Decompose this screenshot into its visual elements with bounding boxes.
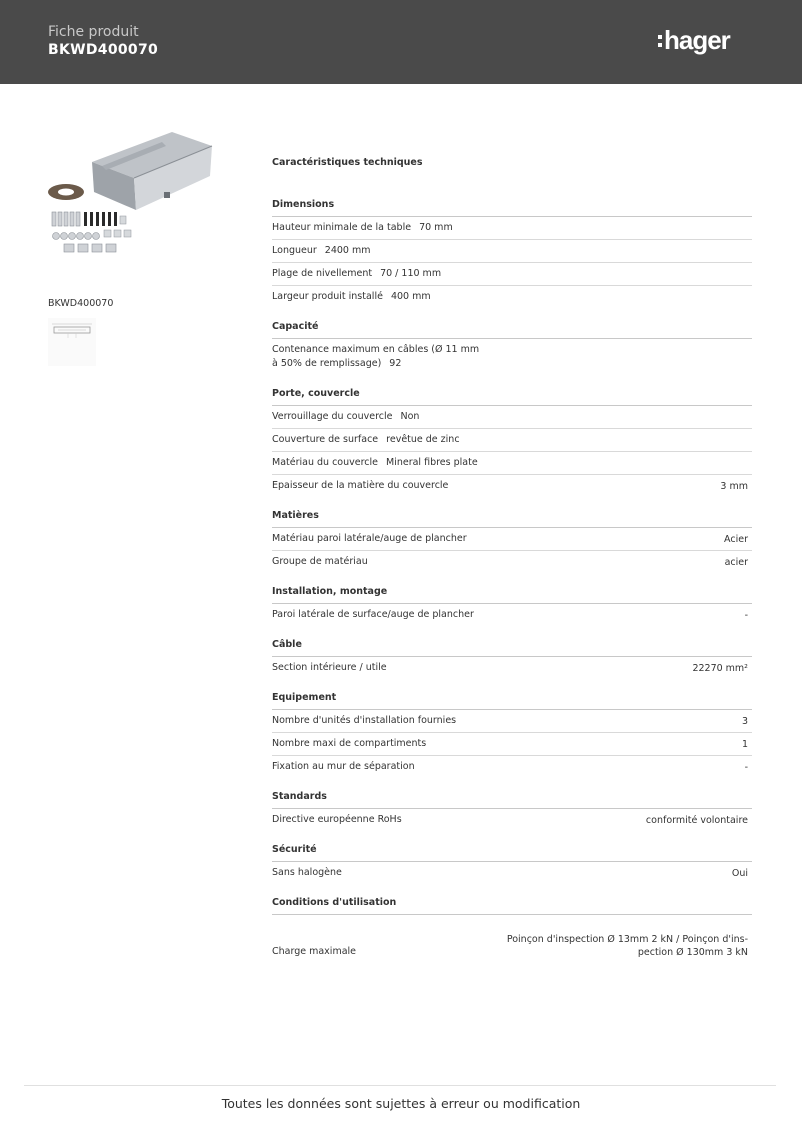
spec-value: conformité volontaire — [645, 814, 748, 826]
spec-label: Fixation au mur de séparation — [272, 761, 415, 772]
section-title: Porte, couvercle — [272, 387, 752, 406]
section-capacite — [272, 320, 752, 375]
spec-row — [272, 862, 752, 884]
section-conditions-utilisation — [272, 896, 752, 959]
section-securite — [272, 843, 752, 884]
section-title: Standards — [272, 790, 752, 809]
section-title: Sécurité — [272, 843, 752, 862]
spec-value: 3 mm — [720, 480, 748, 492]
spec-value: Non — [400, 411, 420, 422]
svg-text:hager: hager — [664, 25, 730, 55]
spec-value-line: Poinçon d'inspection Ø 13mm 2 kN / Poinçon d'ins- — [506, 934, 748, 945]
page-header — [0, 0, 802, 84]
technical-specifications — [272, 156, 752, 959]
spec-label: Nombre maxi de compartiments — [272, 738, 427, 749]
spec-label: Matériau du couvercle — [272, 457, 378, 468]
spec-row — [272, 240, 752, 263]
spec-row — [272, 915, 752, 959]
spec-row — [272, 733, 752, 756]
section-title: Capacité — [272, 320, 752, 339]
spec-row — [272, 551, 752, 573]
section-dimensions — [272, 198, 752, 308]
spec-value: acier — [724, 556, 748, 568]
spec-value — [507, 933, 752, 959]
section-standards — [272, 790, 752, 831]
spec-value: Mineral fibres plate — [386, 457, 478, 468]
spec-value: 3 — [741, 715, 748, 727]
document-reference: BKWD400070 — [48, 42, 159, 58]
dimension-drawing-thumbnail[interactable] — [48, 318, 96, 366]
spec-row — [272, 809, 752, 831]
section-title: Câble — [272, 638, 752, 657]
spec-row — [272, 429, 752, 452]
spec-row — [272, 756, 752, 778]
spec-label: Contenance maximum en câbles (Ø 11 mm — [272, 344, 480, 355]
spec-row — [272, 452, 752, 475]
spec-row — [272, 710, 752, 733]
section-title: Conditions d'utilisation — [272, 896, 752, 915]
footer-divider — [24, 1085, 776, 1086]
footer-disclaimer: Toutes les données sont sujettes à erreur ou modification — [221, 1096, 581, 1111]
spec-value: 2400 mm — [324, 245, 371, 256]
spec-row — [272, 604, 752, 626]
section-title: Installation, montage — [272, 585, 752, 604]
spec-row — [272, 475, 752, 497]
spec-value: 92 — [389, 358, 402, 369]
product-reference: BKWD400070 — [48, 298, 114, 309]
spec-label: Groupe de matériau — [272, 556, 368, 567]
spec-value-line: pection Ø 130mm 3 kN — [637, 947, 748, 958]
spec-value: 70 / 110 mm — [380, 268, 442, 279]
spec-value: 400 mm — [390, 291, 431, 302]
spec-value: 1 — [741, 738, 748, 750]
spec-label: Epaisseur de la matière du couvercle — [272, 480, 449, 491]
spec-label: Matériau paroi latérale/auge de plancher — [272, 533, 467, 544]
section-equipement — [272, 691, 752, 778]
spec-row — [272, 657, 752, 679]
product-image — [44, 126, 216, 260]
spec-value: - — [744, 761, 748, 773]
spec-label: Nombre d'unités d'installation fournies — [272, 715, 457, 726]
spec-label: Paroi latérale de surface/auge de plancher — [272, 609, 474, 620]
spec-row — [272, 406, 752, 429]
spec-label: à 50% de remplissage) — [272, 358, 382, 369]
spec-value: 22270 mm² — [692, 662, 748, 674]
spec-label: Sans halogène — [272, 867, 342, 878]
section-title: Matières — [272, 509, 752, 528]
spec-label: Couverture de surface — [272, 434, 379, 445]
section-cable — [272, 638, 752, 679]
section-installation-montage — [272, 585, 752, 626]
section-porte-couvercle — [272, 387, 752, 497]
spec-row — [272, 217, 752, 240]
specifications-title: Caractéristiques techniques — [272, 157, 423, 168]
spec-label: Section intérieure / utile — [272, 662, 387, 673]
spec-label: Largeur produit installé — [272, 291, 383, 302]
spec-label: Hauteur minimale de la table — [272, 222, 412, 233]
hager-logo — [656, 22, 756, 62]
spec-value: 70 mm — [419, 222, 453, 233]
document-type: Fiche produit — [48, 24, 139, 40]
spec-label: Plage de nivellement — [272, 268, 373, 279]
section-title: Dimensions — [272, 198, 752, 217]
spec-label: Verrouillage du couvercle — [272, 411, 393, 422]
section-matieres — [272, 509, 752, 573]
spec-row — [272, 339, 752, 375]
spec-value: Oui — [731, 867, 748, 879]
spec-label: Longueur — [272, 245, 317, 256]
spec-value: Acier — [724, 533, 748, 545]
spec-label: Charge maximale — [272, 946, 357, 957]
spec-row — [272, 286, 752, 308]
spec-row — [272, 263, 752, 286]
spec-value: - — [744, 609, 748, 621]
spec-row — [272, 528, 752, 551]
section-title: Equipement — [272, 691, 752, 710]
spec-label: Directive européenne RoHs — [272, 814, 402, 825]
spec-value: revêtue de zinc — [386, 434, 460, 445]
